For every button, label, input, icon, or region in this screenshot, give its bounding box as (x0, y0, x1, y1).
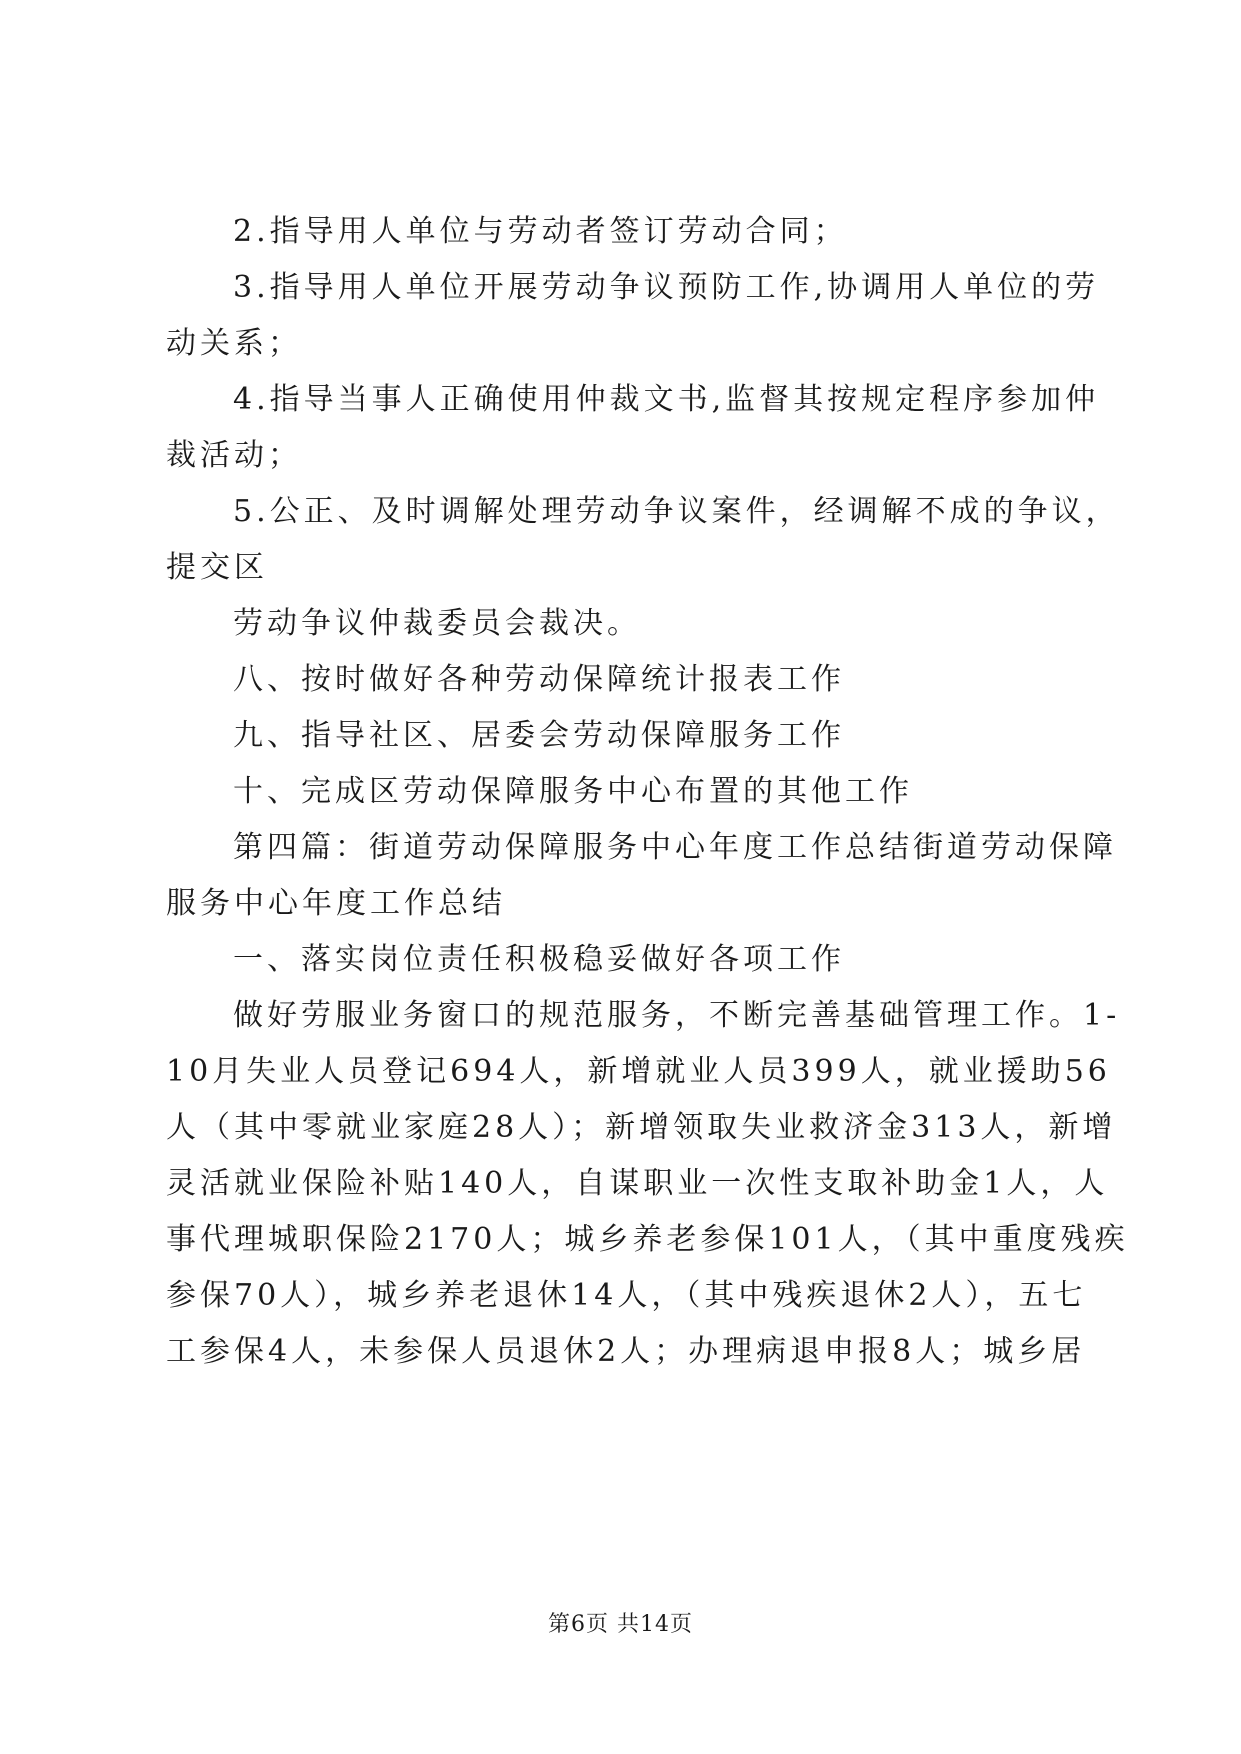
section-heading: 第四篇：街道劳动保障服务中心年度工作总结街道劳动保障 (233, 830, 1117, 865)
section-heading: 服务中心年度工作总结 (166, 886, 506, 921)
paragraph-line: 工参保4人，未参保人员退休2人；办理病退申报8人；城乡居 (166, 1334, 1086, 1369)
paragraph-line: 八、按时做好各种劳动保障统计报表工作 (233, 662, 845, 697)
paragraph-line: 裁活动； (166, 438, 302, 473)
paragraph-line: 十、完成区劳动保障服务中心布置的其他工作 (233, 774, 913, 809)
paragraph-line: 灵活就业保险补贴140人，自谋职业一次性支取补助金1人，人 (166, 1166, 1109, 1201)
paragraph-line: 4.指导当事人正确使用仲裁文书,监督其按规定程序参加仲 (233, 382, 1100, 417)
paragraph-line: 2.指导用人单位与劳动者签订劳动合同； (233, 214, 848, 249)
paragraph-line: 3.指导用人单位开展劳动争议预防工作,协调用人单位的劳 (233, 270, 1100, 305)
paragraph-line: 提交区 (166, 550, 268, 585)
paragraph-line: 九、指导社区、居委会劳动保障服务工作 (233, 718, 845, 753)
page-number-footer: 第6页 共14页 (548, 1612, 693, 1637)
paragraph-line: 参保70人），城乡养老退休14人，（其中残疾退休2人），五七 (166, 1278, 1087, 1313)
subsection-heading: 一、落实岗位责任积极稳妥做好各项工作 (233, 942, 845, 977)
paragraph-line: 动关系； (166, 326, 302, 361)
paragraph-line: 事代理城职保险2170人；城乡养老参保101人，（其中重度残疾 (166, 1222, 1129, 1257)
paragraph-line: 劳动争议仲裁委员会裁决。 (233, 606, 641, 641)
paragraph-line: 做好劳服业务窗口的规范服务，不断完善基础管理工作。1- (233, 998, 1121, 1033)
paragraph-line: 人（其中零就业家庭28人）；新增领取失业救济金313人，新增 (166, 1110, 1117, 1145)
paragraph-line: 10月失业人员登记694人，新增就业人员399人，就业援助56 (166, 1054, 1111, 1089)
paragraph-line: 5.公正、及时调解处理劳动争议案件，经调解不成的争议， (233, 494, 1120, 529)
